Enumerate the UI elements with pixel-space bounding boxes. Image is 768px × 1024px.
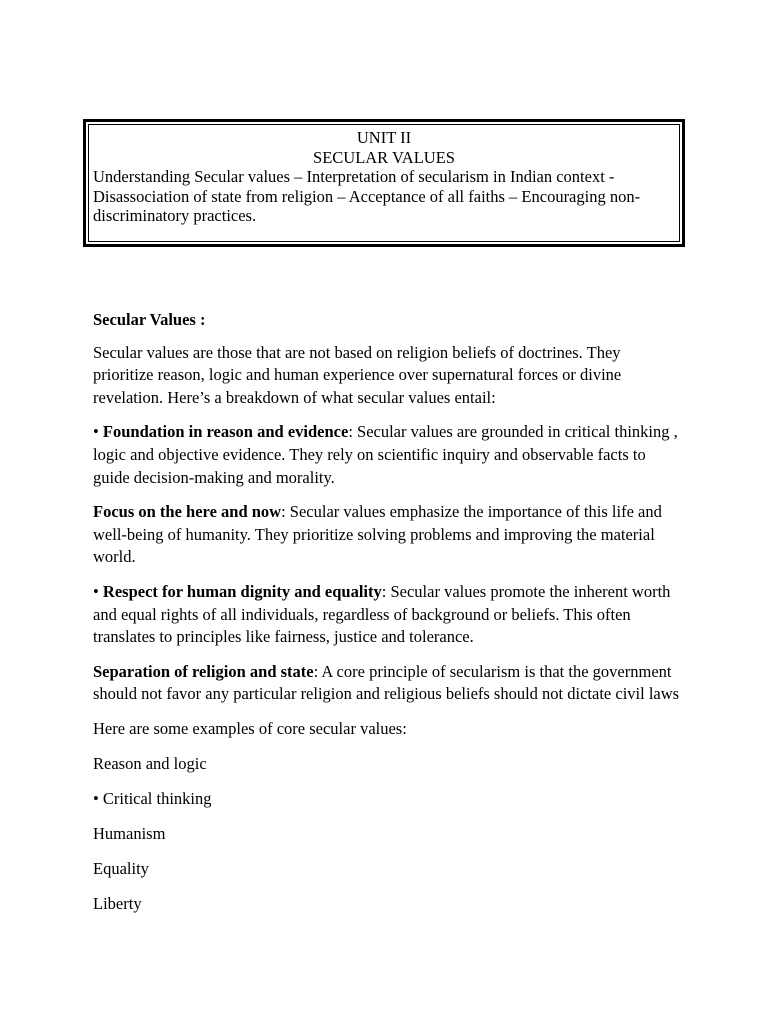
- point-term: Separation of religion and state: [93, 661, 314, 681]
- point-paragraph: [93, 581, 683, 649]
- example-item: Reason and logic: [93, 753, 207, 773]
- point-paragraph: [93, 501, 683, 569]
- point-bullet: •: [93, 581, 103, 601]
- point-text: : Secular values emphasize the importance of this life and well-being of humanity. They prioritize solving problems and improving the material world.: [93, 502, 662, 567]
- unit-summary-inner: [88, 124, 680, 242]
- point-bullet: •: [93, 422, 103, 442]
- example-item: • Critical thinking: [93, 788, 212, 808]
- point-term: Respect for human dignity and equality: [102, 581, 382, 601]
- point-text: : A core principle of secularism is that the government should not favor any particular religion and religious beliefs should not dictate civil laws: [93, 661, 680, 704]
- examples-intro: Here are some examples of core secular values:: [93, 718, 407, 738]
- point-paragraph: [93, 421, 683, 489]
- unit-summary-box: [83, 119, 685, 247]
- point-term: Foundation in reason and evidence: [102, 422, 349, 442]
- unit-title: SECULAR VALUES: [313, 147, 455, 167]
- example-item: Liberty: [93, 893, 142, 913]
- unit-number: UNIT II: [356, 128, 412, 147]
- section-heading: Secular Values :: [93, 310, 206, 329]
- example-item: Humanism: [93, 823, 166, 843]
- point-text: : Secular values are grounded in critical thinking , logic and objective evidence. They rely on scientific inquiry and observable facts to guide decision-making and morality.: [93, 422, 678, 487]
- section-intro: Secular values are those that are not based on religion beliefs of doctrines. They prioritize reason, logic and human experience over supernatural forces or divine revelation. Here’s a breakdown of what secular values entail:: [93, 342, 622, 407]
- example-item: Equality: [93, 858, 149, 878]
- point-paragraph: [93, 661, 683, 706]
- document-body: [93, 309, 683, 928]
- unit-description: Understanding Secular values – Interpretation of secularism in Indian context - Disassociation of state from religion – Acceptance of all faiths – Encouraging non-discriminatory practices.: [93, 167, 641, 225]
- point-text: : Secular values promote the inherent worth and equal rights of all individuals, regardless of background or beliefs. This often translates to principles like fairness, justice and tolerance.: [93, 581, 671, 647]
- point-term: Focus on the here and now: [93, 502, 282, 522]
